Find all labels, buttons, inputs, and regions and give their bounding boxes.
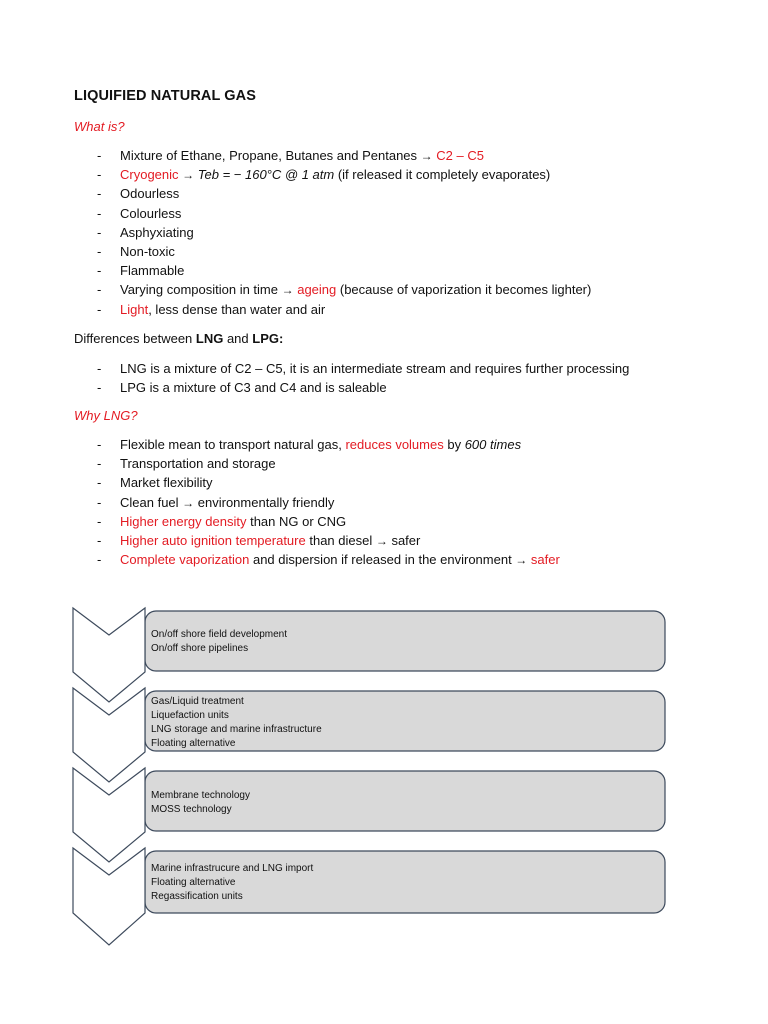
flow-line: LNG storage and marine infrastructure (151, 724, 322, 735)
flow-box (145, 771, 665, 831)
flow-line: Membrane technology (151, 790, 250, 801)
flow-line: MOSS technology (151, 804, 232, 815)
flow-line: On/off shore field development (151, 629, 288, 640)
differences-heading: Differences between LNG and LPG: (74, 331, 284, 346)
right-arrow-icon: → (375, 533, 388, 548)
flow-line: Marine infrastrucure and LNG import (151, 863, 314, 874)
flow-line: Floating alternative (151, 738, 236, 749)
flow-box (145, 611, 665, 671)
page-title: LIQUIFIED NATURAL GAS (74, 88, 257, 104)
why-lng-heading: Why LNG? (74, 408, 138, 423)
right-arrow-icon: → (515, 553, 528, 568)
flow-line: Gas/Liquid treatment (151, 696, 244, 707)
process-flow-diagram (0, 600, 768, 960)
what-is-heading: What is? (74, 119, 125, 134)
chevron-down-icon (73, 608, 145, 702)
flow-line: Liquefaction units (151, 710, 229, 721)
right-arrow-icon: → (420, 149, 433, 163)
flow-step-2 (73, 688, 665, 782)
right-arrow-icon: → (182, 495, 195, 510)
flow-line: Regassification units (151, 891, 243, 902)
right-arrow-icon: → (281, 283, 294, 298)
flow-line: Floating alternative (151, 877, 236, 888)
flow-line: On/off shore pipelines (151, 643, 249, 654)
flow-step-3 (73, 768, 665, 862)
right-arrow-icon: → (182, 168, 195, 183)
flow-step-4 (73, 848, 665, 945)
flow-step-1 (73, 608, 665, 702)
